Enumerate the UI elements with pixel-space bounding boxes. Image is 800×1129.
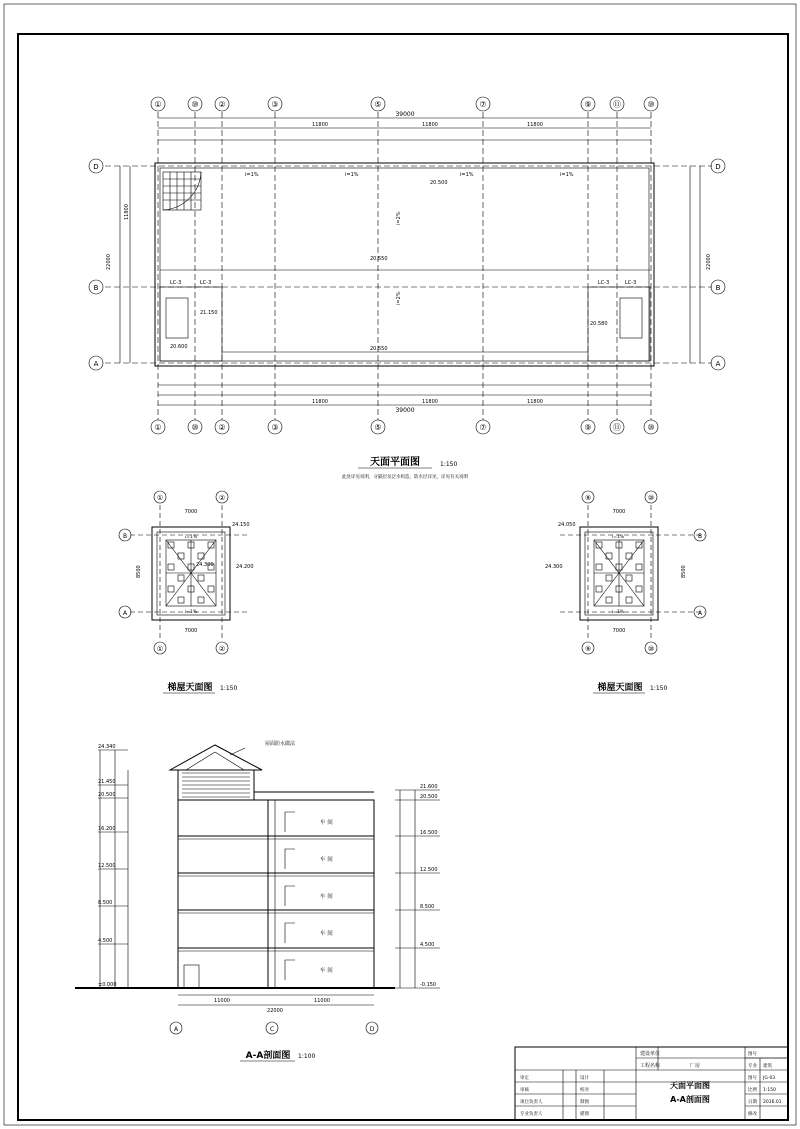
slope-1: i=1% bbox=[245, 172, 259, 178]
elev-l3: 24.300 bbox=[196, 562, 214, 568]
lc-label-3: LC-3 bbox=[598, 280, 610, 286]
axis-9-right: ⑨ bbox=[584, 494, 592, 502]
axis-10b-right: ⑩ bbox=[647, 645, 655, 653]
elev-l2: 24.200 bbox=[236, 564, 254, 570]
row-axis-label: A bbox=[93, 360, 99, 368]
roof-tile bbox=[178, 597, 184, 603]
axis-label: ⑩ bbox=[191, 100, 199, 109]
axis-label: ③ bbox=[271, 100, 279, 109]
tb-val-1: JG-03 bbox=[763, 1076, 776, 1081]
roof-tile bbox=[168, 586, 174, 592]
slope-2: i=1% bbox=[345, 172, 359, 178]
roof-note: 屋面防水做法 bbox=[265, 741, 296, 747]
tb-role2-2: 校对 bbox=[580, 1088, 589, 1093]
left-elev: 16.200 bbox=[98, 826, 116, 832]
row-axis-label: D bbox=[715, 163, 721, 171]
right-elev: 21.600 bbox=[420, 784, 438, 790]
axis-label: ③ bbox=[271, 423, 279, 432]
axis-label: ① bbox=[154, 423, 162, 432]
axis-label: ⑨ bbox=[584, 423, 592, 432]
axis-2-left: ② bbox=[218, 494, 226, 502]
tb-sheet-title-1: 天面平面图 bbox=[670, 1081, 710, 1090]
axis-label: ② bbox=[218, 423, 226, 432]
roof-tile bbox=[636, 542, 642, 548]
bay-dim-b3: 11800 bbox=[527, 399, 543, 405]
elev-3: 20.550 bbox=[370, 346, 388, 352]
tb-key-0: 专业 bbox=[748, 1064, 757, 1069]
tb-key-num: 图号 bbox=[748, 1052, 757, 1057]
door-frame bbox=[285, 849, 295, 869]
elev-r2: 24.300 bbox=[545, 564, 563, 570]
axis-label: ⑩ bbox=[191, 423, 199, 432]
tb-val-2: 1:150 bbox=[763, 1088, 776, 1093]
small-roof-left-title: 梯屋天面图 bbox=[167, 683, 213, 693]
room-label: 车 间 bbox=[320, 968, 333, 974]
sec-axis-A: A bbox=[173, 1026, 179, 1033]
roof-tile bbox=[606, 553, 612, 559]
elev-l1: 24.150 bbox=[232, 522, 250, 528]
room-label: 车 间 bbox=[320, 820, 333, 826]
inner-border bbox=[18, 34, 788, 1120]
roof-tile bbox=[178, 553, 184, 559]
room-label: 车 间 bbox=[320, 894, 333, 900]
axis-A-left: A bbox=[122, 610, 128, 617]
axis-label: ⑪ bbox=[613, 423, 621, 432]
roof-tile bbox=[198, 575, 204, 581]
slope-v1: i=2% bbox=[396, 211, 402, 225]
slope-3: i=1% bbox=[460, 172, 474, 178]
bay-dim-b2: 11800 bbox=[422, 399, 438, 405]
ground-door bbox=[184, 965, 199, 988]
bay-dim-1: 11800 bbox=[312, 122, 328, 128]
roof-tile bbox=[596, 564, 602, 570]
elev-2: 20.550 bbox=[370, 256, 388, 262]
axis-label: ⑩ bbox=[647, 423, 655, 432]
roof-tile bbox=[596, 542, 602, 548]
axis-B-right: B bbox=[697, 533, 703, 540]
lc-label-2: LC-3 bbox=[200, 280, 212, 286]
bay-dim-3: 11800 bbox=[527, 122, 543, 128]
roof-tile bbox=[596, 586, 602, 592]
side-dim-1: 11800 bbox=[124, 204, 130, 220]
row-axis-label: D bbox=[93, 163, 99, 171]
slope-v2: i=2% bbox=[396, 291, 402, 305]
left-elev: ±0.000 bbox=[98, 982, 117, 988]
roof-plan-note: 此处详见说明，分隔层及泛水构造，防水层详见，详见有关说明 bbox=[342, 475, 468, 480]
tb-role2-4: 描图 bbox=[580, 1112, 589, 1117]
door-frame bbox=[285, 960, 295, 980]
tb-role-3: 项目负责人 bbox=[520, 1100, 543, 1105]
axis-B-left: B bbox=[122, 533, 128, 540]
roof-tile bbox=[198, 553, 204, 559]
axis-label: ⑤ bbox=[374, 423, 382, 432]
elev-5: 20.600 bbox=[170, 344, 188, 350]
axis-1-left: ① bbox=[156, 494, 164, 502]
roof-plan bbox=[89, 97, 725, 480]
axis-10-right: ⑩ bbox=[647, 494, 655, 502]
left-elev: 12.500 bbox=[98, 863, 116, 869]
dim-bot-right: 7000 bbox=[612, 628, 626, 634]
sec-axis-D: D bbox=[369, 1026, 375, 1033]
roof-tile bbox=[636, 586, 642, 592]
slope-4: i=1% bbox=[560, 172, 574, 178]
roof-tile bbox=[168, 564, 174, 570]
left-elev: 8.500 bbox=[98, 900, 113, 906]
roof-tile bbox=[626, 597, 632, 603]
small-roof-left bbox=[119, 491, 254, 693]
axis-label: ⑦ bbox=[479, 100, 487, 109]
axis-1b-left: ① bbox=[156, 645, 164, 653]
axis-label: ⑩ bbox=[647, 100, 655, 109]
slope-r2: i=1% bbox=[612, 610, 625, 615]
axis-label: ② bbox=[218, 100, 226, 109]
tb-role2-1: 设计 bbox=[580, 1076, 589, 1081]
elev-r1: 24.050 bbox=[558, 522, 576, 528]
sec-dim-2: 11000 bbox=[314, 998, 330, 1004]
dim-top-left: 7000 bbox=[184, 509, 198, 515]
lc-label-4: LC-3 bbox=[625, 280, 637, 286]
tb-val-3: 2016.01 bbox=[763, 1100, 782, 1105]
axis-label: ⑤ bbox=[374, 100, 382, 109]
tb-key-1: 图号 bbox=[748, 1076, 757, 1081]
tb-role-1: 审定 bbox=[520, 1076, 529, 1081]
left-elev: 24.340 bbox=[98, 744, 116, 750]
axis-label: ⑪ bbox=[613, 100, 621, 109]
elev-6: 20.580 bbox=[590, 321, 608, 327]
tb-project-name: 厂房 bbox=[690, 1063, 701, 1069]
bay-dim-2: 11800 bbox=[422, 122, 438, 128]
right-elev: 20.500 bbox=[420, 794, 438, 800]
axis-9b-right: ⑨ bbox=[584, 645, 592, 653]
section-aa bbox=[75, 740, 440, 1061]
right-elev: 4.500 bbox=[420, 942, 435, 948]
sec-dim-1: 11000 bbox=[214, 998, 230, 1004]
right-elev: 12.500 bbox=[420, 867, 438, 873]
right-elev: 8.500 bbox=[420, 904, 435, 910]
dim-bot-left: 7000 bbox=[184, 628, 198, 634]
slope-l2: i=1% bbox=[185, 610, 198, 615]
roof-tile bbox=[606, 575, 612, 581]
section-scale: 1:100 bbox=[298, 1053, 316, 1060]
dim-side-right: 8500 bbox=[681, 565, 687, 578]
right-elev: 16.500 bbox=[420, 830, 438, 836]
tb-client: 建设单位 bbox=[640, 1051, 661, 1057]
axis-A-right: A bbox=[697, 610, 703, 617]
left-elev: 21.450 bbox=[98, 779, 116, 785]
total-dim-bottom: 39000 bbox=[395, 407, 415, 414]
tb-project: 工程名称 bbox=[640, 1063, 661, 1069]
tb-role-4: 专业负责人 bbox=[520, 1112, 543, 1117]
roof-tile bbox=[208, 542, 214, 548]
roof-tile bbox=[178, 575, 184, 581]
small-roof-right-scale: 1:150 bbox=[650, 685, 668, 692]
right-elev: -0.150 bbox=[420, 982, 437, 988]
roof-tile bbox=[198, 597, 204, 603]
door-frame bbox=[285, 923, 295, 943]
sec-axis-C: C bbox=[269, 1026, 275, 1033]
side-dim-total: 22000 bbox=[106, 254, 112, 270]
roof-plan-title: 天面平面图 bbox=[370, 457, 420, 468]
tb-key-2: 比例 bbox=[748, 1088, 757, 1093]
roof-tile bbox=[208, 586, 214, 592]
row-axis-label: B bbox=[93, 284, 99, 292]
bay-dim-b1: 11800 bbox=[312, 399, 328, 405]
tb-role-2: 审核 bbox=[520, 1088, 529, 1093]
axis-2b-left: ② bbox=[218, 645, 226, 653]
elev-4: 21.150 bbox=[200, 310, 218, 316]
row-axis-label: A bbox=[715, 360, 721, 368]
slope-r1: i=1% bbox=[612, 535, 625, 540]
small-roof-right-title: 梯屋天面图 bbox=[597, 683, 643, 693]
elev-1: 20.500 bbox=[430, 180, 448, 186]
roof-tile bbox=[606, 597, 612, 603]
roof-tile bbox=[168, 542, 174, 548]
door-frame bbox=[285, 812, 295, 832]
dim-top-right: 7000 bbox=[612, 509, 626, 515]
roof-tile bbox=[626, 553, 632, 559]
room-label: 车 间 bbox=[320, 931, 333, 937]
lc-label-1: LC-3 bbox=[170, 280, 182, 286]
axis-label: ⑦ bbox=[479, 423, 487, 432]
left-elev: 4.500 bbox=[98, 938, 113, 944]
tb-key-4: 修改 bbox=[748, 1112, 757, 1117]
axis-label: ⑨ bbox=[584, 100, 592, 109]
dim-side-left: 8500 bbox=[136, 565, 142, 578]
tb-sheet-title-2: A-A剖面图 bbox=[670, 1095, 710, 1104]
roof-plan-scale: 1:150 bbox=[440, 461, 458, 468]
room-label: 车 间 bbox=[320, 857, 333, 863]
axis-label: ① bbox=[154, 100, 162, 109]
slope-l1: i=1% bbox=[185, 535, 198, 540]
title-block bbox=[515, 1047, 788, 1120]
section-title: A-A剖面图 bbox=[245, 1051, 291, 1061]
row-axis-label: B bbox=[715, 284, 721, 292]
left-elev: 20.500 bbox=[98, 792, 116, 798]
sec-dim-total: 22000 bbox=[267, 1008, 283, 1014]
door-frame bbox=[285, 886, 295, 906]
total-dim-top: 39000 bbox=[395, 111, 415, 118]
roof-tile bbox=[636, 564, 642, 570]
tb-val-0: 建筑 bbox=[763, 1064, 772, 1069]
small-roof-right bbox=[545, 491, 706, 693]
small-roof-left-scale: 1:150 bbox=[220, 685, 238, 692]
tb-key-3: 日期 bbox=[748, 1100, 757, 1105]
roof-tile bbox=[626, 575, 632, 581]
side-dim-r: 22000 bbox=[706, 254, 712, 270]
tb-role2-3: 制图 bbox=[580, 1100, 589, 1105]
